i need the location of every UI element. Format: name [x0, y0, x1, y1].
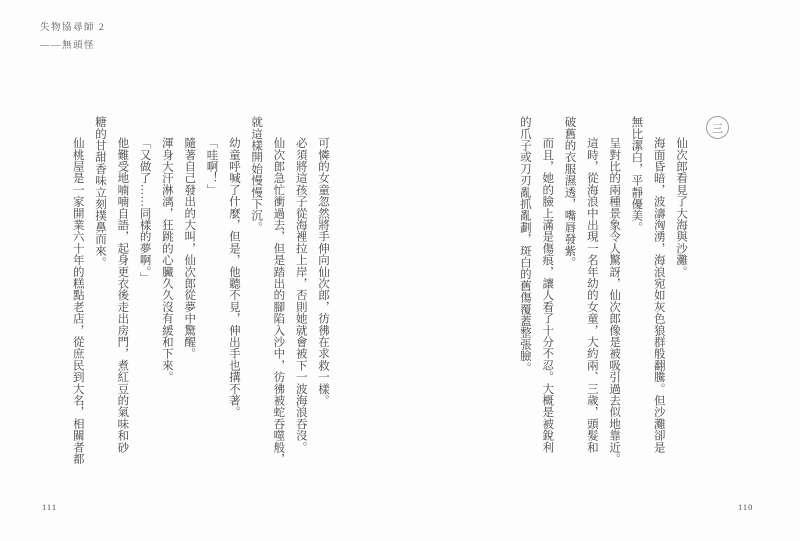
page-number-left: 111	[42, 502, 58, 512]
text-column: 的爪子或刀刃亂抓亂劃，斑白的舊傷覆蓋整張臉。	[518, 116, 531, 374]
text-column: 仙桃屋是一家開業六十年的糕點老店，從庶民到大名，相關者都	[71, 137, 84, 465]
text-column: 他難受地喃喃自語，起身更衣後走出房門，煮紅豆的氣味和砂	[116, 137, 129, 453]
text-column: 海面昏暗，波濤洶湧，海浪宛如灰色狼群般翻騰。但沙灘卻是	[652, 137, 665, 453]
left-page	[66, 116, 334, 465]
running-header	[40, 24, 105, 51]
text-column: 可憐的女童忽然將手伸向仙次郎，彷彿在求救一樣。	[317, 137, 329, 407]
text-column: 糖的甘甜香味立刻撲鼻而來。	[94, 116, 107, 269]
text-column: 幼童呼喊了什麼，但是，他聽不見，伸出手也搆不著。	[227, 137, 240, 418]
text-column: 隨著自己發出的大叫，仙次郎從夢中驚醒。	[183, 137, 196, 360]
text-column: 「又做了……同樣的夢啊。」	[138, 137, 151, 284]
chapter-number: 三	[712, 122, 723, 135]
page-number-right: 110	[738, 502, 754, 512]
series-title: 失物協尋師 2	[40, 23, 106, 33]
text-column: 這時，從海浪中出現一名年幼的女童，大約兩、三歲，頭髮和	[585, 137, 598, 453]
text-column: 仙次郎看見了大海與沙灘。	[675, 137, 687, 278]
chapter-subtitle: ——無頭怪	[40, 40, 96, 51]
right-page	[472, 116, 692, 465]
text-column: 破舊的衣服濕透，嘴唇發紫。	[563, 116, 576, 269]
text-column: 呈對比的兩種景象令人驚訝，仙次郎像是被吸引過去似地靠近。	[608, 137, 621, 465]
text-column: 仙次郎急忙衝過去，但是踏出的腳陷入沙中，彷彿被蛇吞噬般，	[272, 137, 285, 465]
text-column: 無比潔白，平靜優美。	[630, 116, 643, 233]
chapter-marker-circle	[706, 116, 729, 139]
text-column: 就這樣開始慢慢下沉。	[250, 116, 263, 233]
text-column: 渾身大汗淋漓，狂跳的心臟久久沒有緩和下來。	[160, 137, 173, 383]
text-column: 必須將這孩子從海裡拉上岸，否則她就會被下一波海浪吞沒。	[294, 137, 307, 453]
text-column: 而且，她的臉上滿是傷痕，讓人看了十分不忍。大概是被銳利	[541, 137, 554, 453]
text-column: 「哇啊！」	[205, 137, 218, 196]
